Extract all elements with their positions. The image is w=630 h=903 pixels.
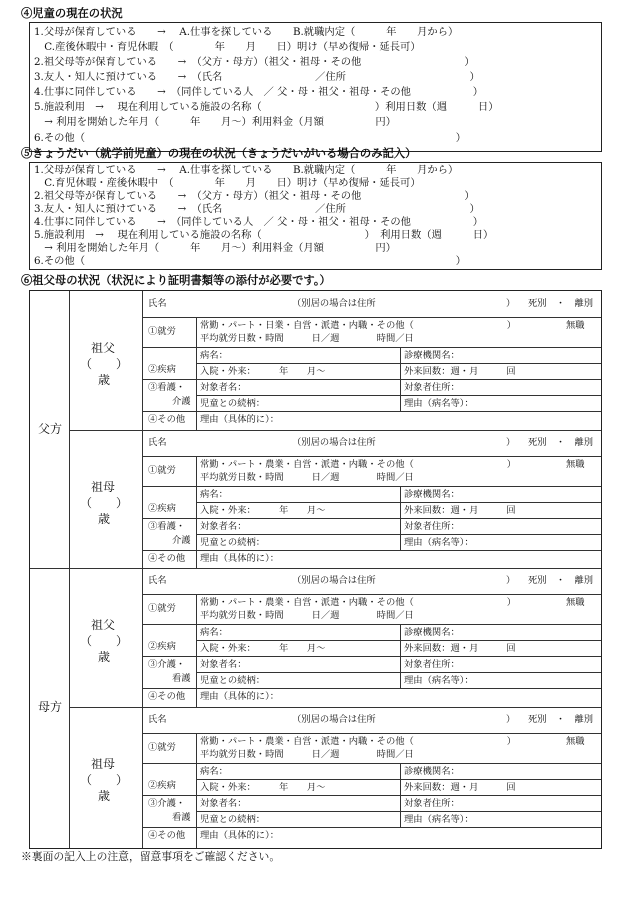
- section4-line: C.産後休暇中・育児休暇 （ 年 月 日）明け（早め復帰・延長可）: [34, 41, 421, 53]
- sub-row-rule: [196, 672, 601, 673]
- name-label: 氏名: [148, 437, 167, 448]
- work-types: 常勤・パート・農業・自営・派遣・内職・その他（ ）: [200, 597, 517, 608]
- work-days: 平均就労日数・時間 日／週 時間／日: [200, 749, 414, 760]
- row-rule: [142, 763, 601, 764]
- disease-name: 病名：: [200, 350, 228, 361]
- visit-count: 外来回数：週・月 回: [404, 366, 516, 377]
- target-name: 対象者名：: [200, 659, 247, 670]
- hospital-name: 診療機関名：: [404, 766, 460, 777]
- care-label-line2: 看護: [172, 673, 191, 684]
- deceased-options: 死別 ・ 離別: [528, 437, 594, 448]
- work-types: 常勤・パート・農業・自営・派遣・内職・その他（ ）: [200, 736, 517, 747]
- label-col-divider: [196, 594, 197, 707]
- section5-title: ⑤きょうだい（就学前児童）の現在の状況（きょうだいがいる場合のみ記入）: [21, 146, 417, 160]
- target-address: 対象者住所：: [404, 798, 460, 809]
- person-divider: [69, 707, 601, 708]
- row-rule: [142, 550, 601, 551]
- mid-split: [400, 763, 401, 827]
- sub-row-rule: [196, 811, 601, 812]
- person-name: 祖父: [91, 618, 116, 632]
- row-rule: [142, 656, 601, 657]
- person-name: 祖父: [91, 341, 116, 355]
- mid-split: [400, 624, 401, 688]
- care-label-line1: ③介護・: [148, 798, 186, 809]
- target-name: 対象者名：: [200, 382, 247, 393]
- other-label: ④その他: [148, 414, 186, 425]
- care-label-line2: 介護: [172, 396, 191, 407]
- section5-line: → 利用を開始した年月（ 年 月～）利用料金（月額 円）: [34, 242, 396, 254]
- reason-specific: 理由（具体的に）：: [200, 414, 280, 425]
- target-address: 対象者住所：: [404, 382, 460, 393]
- other-label: ④その他: [148, 691, 186, 702]
- target-address: 対象者住所：: [404, 521, 460, 532]
- sub-row-rule: [196, 640, 601, 641]
- section5-line: 5.施設利用 → 現在利用している施設の名称（ ） 利用日数（週 日）: [34, 229, 494, 241]
- sub-row-rule: [196, 395, 601, 396]
- person-col-divider: [142, 291, 143, 848]
- grandparents-table: [29, 290, 602, 849]
- deceased-options: 死別 ・ 離別: [528, 714, 594, 725]
- unemployed: 無職: [566, 459, 585, 470]
- section6-title: ⑥祖父母の状況（状況により証明書類等の添付が必要です。）: [21, 273, 331, 287]
- reason-disease: 理由（病名等）：: [404, 398, 474, 409]
- row-rule: [142, 347, 601, 348]
- person-age: 歳: [98, 789, 111, 803]
- person-age-paren: （ ）: [80, 773, 129, 787]
- person-age: 歳: [98, 650, 111, 664]
- illness-label: ②疾病: [148, 780, 176, 791]
- other-label: ④その他: [148, 553, 186, 564]
- separate-address-label: （別居の場合は住所: [292, 714, 376, 725]
- row-rule: [142, 594, 601, 595]
- sub-row-rule: [196, 502, 601, 503]
- care-label-line1: ③看護・: [148, 521, 186, 532]
- care-label-line2: 介護: [172, 535, 191, 546]
- person-age-paren: （ ）: [80, 357, 129, 371]
- care-label-line1: ③看護・: [148, 382, 186, 393]
- label-col-divider: [196, 317, 197, 430]
- row-rule: [142, 411, 601, 412]
- person-name: 祖母: [91, 757, 116, 771]
- target-address: 対象者住所：: [404, 659, 460, 670]
- side-label-maternal: 母方: [38, 700, 63, 714]
- reason-specific: 理由（具体的に）：: [200, 830, 280, 841]
- row-rule: [142, 518, 601, 519]
- section4-title: ④児童の現在の状況: [21, 6, 123, 20]
- section4-line: 1.父母が保育している → A.仕事を探している B.就職内定（ 年 月から）: [34, 26, 459, 38]
- child-relation: 児童との続柄：: [200, 537, 266, 548]
- section5-line: 3.友人・知人に預けている → （氏名 ／住所 ）: [34, 203, 480, 215]
- side-label-paternal: 父方: [38, 422, 63, 436]
- work-types: 常勤・パート・農業・自営・派遣・内職・その他（ ）: [200, 459, 517, 470]
- illness-label: ②疾病: [148, 364, 176, 375]
- work-types: 常勤・パート・日業・自営・派遣・内職・その他（ ）: [200, 320, 517, 331]
- work-label: ①就労: [148, 742, 176, 753]
- person-age: 歳: [98, 512, 111, 526]
- sub-row-rule: [196, 779, 601, 780]
- reason-specific: 理由（具体的に）：: [200, 691, 280, 702]
- deceased-options: 死別 ・ 離別: [528, 298, 594, 309]
- inpatient-outpatient: 入院・外来： 年 月～: [200, 366, 326, 377]
- inpatient-outpatient: 入院・外来： 年 月～: [200, 643, 326, 654]
- work-days: 平均就労日数・時間 日／週 時間／日: [200, 333, 414, 344]
- reason-disease: 理由（病名等）：: [404, 675, 474, 686]
- row-rule: [142, 379, 601, 380]
- work-days: 平均就労日数・時間 日／週 時間／日: [200, 472, 414, 483]
- work-label: ①就労: [148, 603, 176, 614]
- footer-note: ※裏面の記入上の注意，留意事項をご確認ください。: [21, 850, 281, 863]
- row-rule: [142, 688, 601, 689]
- visit-count: 外来回数：週・月 回: [404, 643, 516, 654]
- section4-box: [29, 22, 602, 152]
- section5-line: 4.仕事に同伴している → （同伴している人 ／ 父・母・祖父・祖母・その他 ）: [34, 216, 484, 228]
- separate-address-label: （別居の場合は住所: [292, 298, 376, 309]
- sub-row-rule: [196, 534, 601, 535]
- person-divider: [69, 430, 601, 431]
- section5-line: 2.祖父母等が保育している → （父方・母方）（祖父・祖母・その他 ）: [34, 190, 475, 202]
- row-rule: [142, 795, 601, 796]
- side-divider: [30, 568, 601, 569]
- visit-count: 外来回数：週・月 回: [404, 505, 516, 516]
- care-label-line1: ③介護・: [148, 659, 186, 670]
- person-age-paren: （ ）: [80, 634, 129, 648]
- separate-address-label: （別居の場合は住所: [292, 437, 376, 448]
- unemployed: 無職: [566, 736, 585, 747]
- hospital-name: 診療機関名：: [404, 350, 460, 361]
- work-label: ①就労: [148, 326, 176, 337]
- inpatient-outpatient: 入院・外来： 年 月～: [200, 782, 326, 793]
- work-days: 平均就労日数・時間 日／週 時間／日: [200, 610, 414, 621]
- person-age-paren: （ ）: [80, 496, 129, 510]
- row-rule: [142, 624, 601, 625]
- work-label: ①就労: [148, 465, 176, 476]
- deceased-options: 死別 ・ 離別: [528, 575, 594, 586]
- child-relation: 児童との続柄：: [200, 675, 266, 686]
- name-label: 氏名: [148, 714, 167, 725]
- hospital-name: 診療機関名：: [404, 489, 460, 500]
- visit-count: 外来回数：週・月 回: [404, 782, 516, 793]
- reason-specific: 理由（具体的に）：: [200, 553, 280, 564]
- section4-line: 5.施設利用 → 現在利用している施設の名称（ ）利用日数（週 日）: [34, 101, 499, 113]
- section5-box: [29, 162, 602, 270]
- section5-line: 6.その他（ ）: [34, 255, 466, 267]
- child-relation: 児童との続柄：: [200, 398, 266, 409]
- name-label: 氏名: [148, 575, 167, 586]
- separate-close: ）: [506, 437, 516, 448]
- section4-line: 4.仕事に同伴している → （同伴している人 ／ 父・母・祖父・祖母・その他 ）: [34, 86, 484, 98]
- inpatient-outpatient: 入院・外来： 年 月～: [200, 505, 326, 516]
- disease-name: 病名：: [200, 489, 228, 500]
- section4-line: 2.祖父母等が保育している → （父方・母方）（祖父・祖母・その他 ）: [34, 56, 475, 68]
- row-rule: [142, 456, 601, 457]
- section4-line: → 利用を開始した年月（ 年 月～）利用料金（月額 円）: [34, 116, 396, 128]
- mid-split: [400, 486, 401, 550]
- section5-line: C.育児休暇・産後休暇中 （ 年 月 日）明け（早め復帰・延長可）: [34, 177, 421, 189]
- child-relation: 児童との続柄：: [200, 814, 266, 825]
- separate-close: ）: [506, 714, 516, 725]
- label-col-divider: [196, 456, 197, 568]
- row-rule: [142, 827, 601, 828]
- label-col-divider: [196, 733, 197, 848]
- person-age: 歳: [98, 373, 111, 387]
- section5-line: 1.父母が保育している → A.仕事を探している B.就職内定（ 年 月から）: [34, 164, 459, 176]
- disease-name: 病名：: [200, 766, 228, 777]
- illness-label: ②疾病: [148, 641, 176, 652]
- unemployed: 無職: [566, 320, 585, 331]
- reason-disease: 理由（病名等）：: [404, 814, 474, 825]
- name-label: 氏名: [148, 298, 167, 309]
- row-rule: [142, 733, 601, 734]
- disease-name: 病名：: [200, 627, 228, 638]
- illness-label: ②疾病: [148, 503, 176, 514]
- side-col-divider: [69, 291, 70, 848]
- separate-close: ）: [506, 575, 516, 586]
- row-rule: [142, 486, 601, 487]
- separate-close: ）: [506, 298, 516, 309]
- person-name: 祖母: [91, 480, 116, 494]
- reason-disease: 理由（病名等）：: [404, 537, 474, 548]
- other-label: ④その他: [148, 830, 186, 841]
- target-name: 対象者名：: [200, 798, 247, 809]
- separate-address-label: （別居の場合は住所: [292, 575, 376, 586]
- target-name: 対象者名：: [200, 521, 247, 532]
- hospital-name: 診療機関名：: [404, 627, 460, 638]
- unemployed: 無職: [566, 597, 585, 608]
- section4-line: 3.友人・知人に預けている → （氏名 ／住所 ）: [34, 71, 480, 83]
- sub-row-rule: [196, 363, 601, 364]
- care-label-line2: 看護: [172, 812, 191, 823]
- section4-line: 6.その他（ ）: [34, 132, 466, 144]
- mid-split: [400, 347, 401, 411]
- row-rule: [142, 317, 601, 318]
